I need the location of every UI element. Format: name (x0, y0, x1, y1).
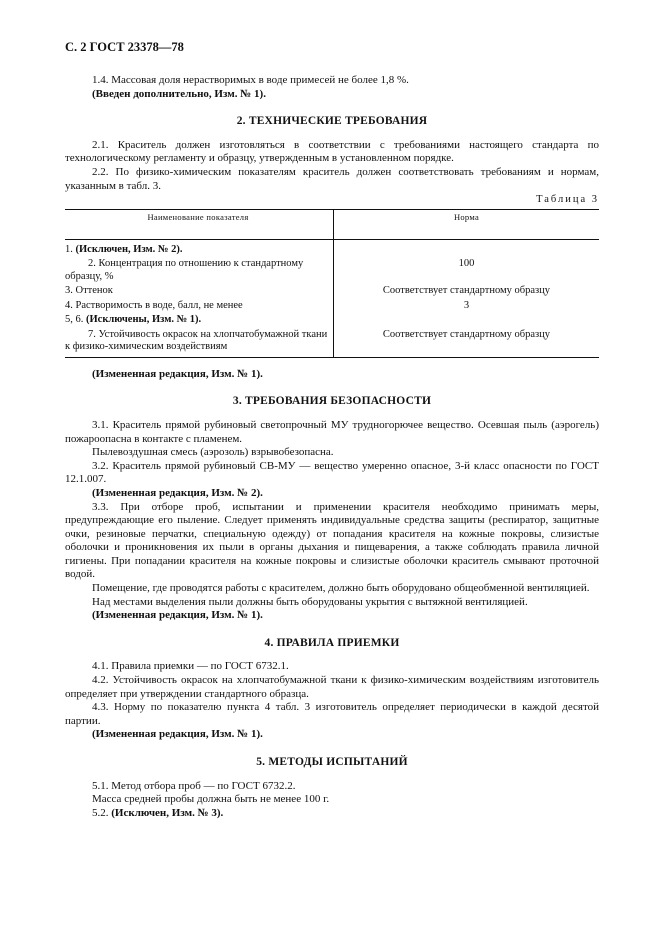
section-2-title: 2. ТЕХНИЧЕСКИЕ ТРЕБОВАНИЯ (236, 115, 428, 128)
row-number: 4. (65, 299, 73, 311)
amendment-note: (Измененная редакция, Изм. № 1). (92, 367, 263, 380)
paragraph-1-4: 1.4. Массовая доля нерастворимых в воде примесей не более 1,8 %. (92, 74, 409, 86)
paragraph-5-2-number: 5.2. (92, 806, 109, 819)
row-number: 2. (88, 258, 96, 270)
paragraph-4-2: 4.2. Устойчивость окрасок на хлопчатобумажной ткани к физико-химическим воздействиям изготовитель определяет при утверждении стандартного образца. (65, 674, 599, 700)
row-indicator: (Исключены, Изм. № 1). (86, 314, 202, 326)
paragraph-3-1-continued: Пылевоздушная смесь (аэрозоль) взрывобезопасна. (92, 446, 334, 459)
row-norm: 100 (458, 258, 475, 270)
column-header-norm: Норма (334, 209, 600, 239)
table-row (65, 239, 599, 257)
row-norm: Соответствует стандартному образцу (382, 285, 551, 297)
row-norm (334, 239, 600, 257)
paragraph-4-3: 4.3. Норму по показателю пункта 4 табл. 3 изготовитель определяет периодически в каждой десятой партии. (65, 701, 599, 727)
paragraph-5-2 (65, 807, 599, 821)
row-indicator: Оттенок (75, 285, 113, 297)
row-number: 3. (65, 285, 73, 297)
paragraph-3-3: 3.3. При отборе проб, испытании и применении красителя необходимо принимать меры, предупреждающие его пыление. Следует применять индивидуальные средства защиты (респиратор, защитные очки, резиновые перчатки, специальную одежду) от попадания красителя на кожные покровы, слизистые оболочки и проникновения их пыли в органы дыхания и пищеварения, а также соблюдать правила личной гигиены. При попадании красителя на кожные покровы и слизистые оболочки краситель смывают проточной водой. (65, 500, 599, 581)
row-number: 5, 6. (65, 314, 84, 326)
paragraph-dust-covers: Над местами выделения пыли должны быть оборудованы укрытия с вытяжной вентиляцией. (92, 595, 528, 608)
paragraph-5-1-continued: Масса средней пробы должна быть не менее 100 г. (92, 793, 330, 806)
table-header-row (65, 209, 599, 239)
amendment-note: (Измененная редакция, Изм. № 2). (92, 486, 263, 499)
column-header-indicator: Наименование показателя (65, 209, 334, 239)
amendment-note: (Измененная редакция, Изм. № 1). (92, 728, 263, 741)
requirements-table (65, 209, 599, 358)
section-5-title: 5. МЕТОДЫ ИСПЫТАНИЙ (256, 756, 408, 768)
paragraph-5-1: 5.1. Метод отбора проб — по ГОСТ 6732.2. (92, 779, 296, 792)
amendment-note: (Введен дополнительно, Изм. № 1). (92, 87, 266, 100)
row-number: 1. (65, 243, 73, 255)
row-indicator: Концентрация по отношению к стандартному образцу, % (65, 258, 304, 282)
paragraph-3-1: 3.1. Краситель прямой рубиновый светопрочный МУ трудногорючее вещество. Осевшая пыль (аэрогель) пожароопасна в контакте с пламенем. (65, 418, 599, 445)
table-row (65, 284, 599, 299)
paragraph-2-1: 2.1. Краситель должен изготовляться в соответствии с требованиями настоящего стандарта по технологическому регламенту и образцу, утвержденным в установленном порядке. (65, 138, 599, 165)
row-indicator: Устойчивость окрасок на хлопчатобумажной ткани к физико-химическим воздействиям (65, 328, 328, 353)
paragraph-5-2-text: (Исключен, Изм. № 3). (111, 806, 224, 819)
row-indicator: (Исключен, Изм. № 2). (75, 243, 183, 255)
row-number: 7. (88, 328, 96, 340)
table-row (65, 328, 599, 358)
paragraph-2-2: 2.2. По физико-химическим показателям краситель должен соответствовать требованиям и нормам, указанным в табл. 3. (65, 165, 599, 192)
page-header: С. 2 ГОСТ 23378—78 (65, 40, 184, 54)
document-body (65, 74, 599, 820)
paragraph-4-1: 4.1. Правила приемки — по ГОСТ 6732.1. (92, 660, 289, 673)
row-indicator: Растворимость в воде, балл, не менее (75, 299, 243, 311)
row-norm: Соответствует стандартному образцу (334, 328, 600, 358)
amendment-note: (Измененная редакция, Изм. № 1). (92, 609, 263, 622)
section-3-title: 3. ТРЕБОВАНИЯ БЕЗОПАСНОСТИ (232, 395, 432, 408)
table-row (65, 313, 599, 328)
row-norm: 3 (463, 299, 470, 311)
table-row (65, 299, 599, 314)
paragraph-3-2: 3.2. Краситель прямой рубиновый СВ-МУ — вещество умеренно опасное, 3-й класс опасности по ГОСТ 12.1.007. (65, 459, 599, 486)
table-row (65, 257, 599, 284)
table-caption: Таблица 3 (536, 194, 599, 206)
row-norm (334, 313, 600, 328)
paragraph-ventilation: Помещение, где проводятся работы с красителем, должно быть оборудовано общеобменной вентиляцией. (92, 582, 590, 595)
section-4-title: 4. ПРАВИЛА ПРИЕМКИ (264, 636, 400, 649)
